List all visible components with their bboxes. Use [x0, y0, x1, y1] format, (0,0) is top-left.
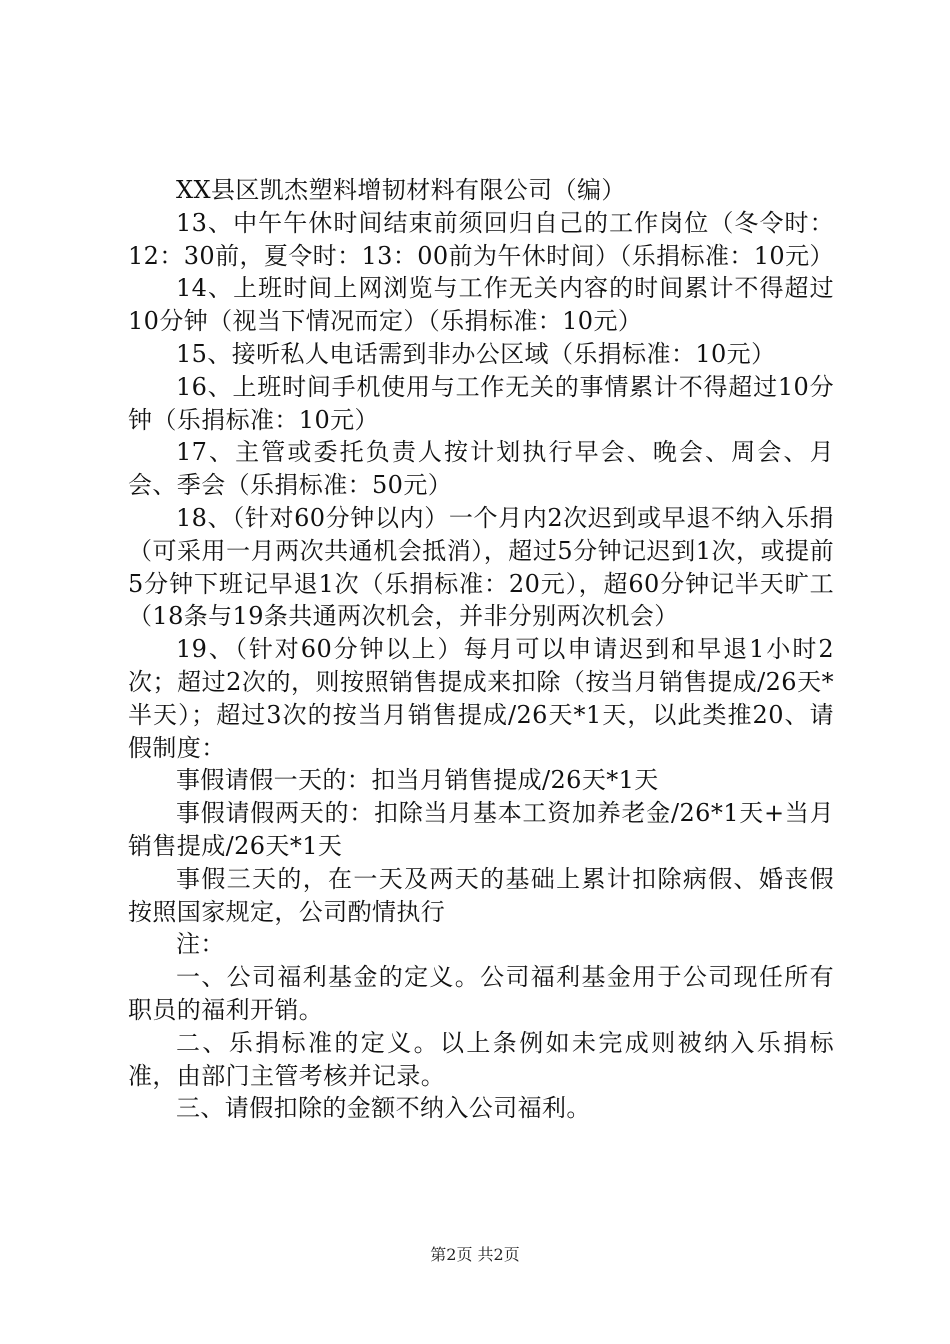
paragraph: 18、（针对60分钟以内）一个月内2次迟到或早退不纳入乐捐（可采用一月两次共通机会抵消），超过5分钟记迟到1次，或提前5分钟下班记早退1次（乐捐标准：20元），超60分钟记半天旷工（18条与19条共通两次机会，并非分别两次机会）	[128, 503, 834, 631]
paragraph: 三、请假扣除的金额不纳入公司福利。	[176, 1094, 591, 1123]
paragraph: 二、乐捐标准的定义。以上条例如未完成则被纳入乐捐标准，由部门主管考核并记录。	[128, 1028, 834, 1090]
paragraph: 一、公司福利基金的定义。公司福利基金用于公司现任所有职员的福利开销。	[128, 963, 834, 1024]
document-body	[128, 174, 834, 1125]
paragraph: 14、上班时间上网浏览与工作无关内容的时间累计不得超过10分钟（视当下情况而定）（乐捐标准：10元）	[128, 274, 834, 336]
paragraph: 事假请假两天的：扣除当月基本工资加养老金/26*1天+当月销售提成/26天*1天	[128, 799, 834, 860]
paragraph: 15、接听私人电话需到非办公区域（乐捐标准：10元）	[176, 339, 776, 368]
paragraph: 19、（针对60分钟以上）每月可以申请迟到和早退1小时2次；超过2次的，则按照销售提成来扣除（按当月销售提成/26天*半天）；超过3次的按当月销售提成/26天*1天，以此类推20、请假制度：	[128, 635, 834, 762]
paragraph: 16、上班时间手机使用与工作无关的事情累计不得超过10分钟（乐捐标准：10元）	[128, 372, 834, 434]
paragraph: XX县区凯杰塑料增韧材料有限公司（编）	[176, 176, 626, 204]
paragraph: 事假三天的，在一天及两天的基础上累计扣除病假、婚丧假按照国家规定，公司酌情执行	[128, 864, 834, 926]
paragraph: 17、主管或委托负责人按计划执行早会、晚会、周会、月会、季会（乐捐标准：50元）	[128, 438, 834, 500]
paragraph: 事假请假一天的：扣当月销售提成/26天*1天	[176, 766, 659, 795]
page-footer	[0, 1245, 950, 1265]
paragraph: 13、中午午休时间结束前须回归自己的工作岗位（冬令时：12：30前，夏令时：13：00前为午休时间）（乐捐标准：10元）	[128, 208, 834, 270]
paragraph: 注：	[176, 930, 225, 959]
page-number: 第2页 共2页	[430, 1245, 520, 1264]
